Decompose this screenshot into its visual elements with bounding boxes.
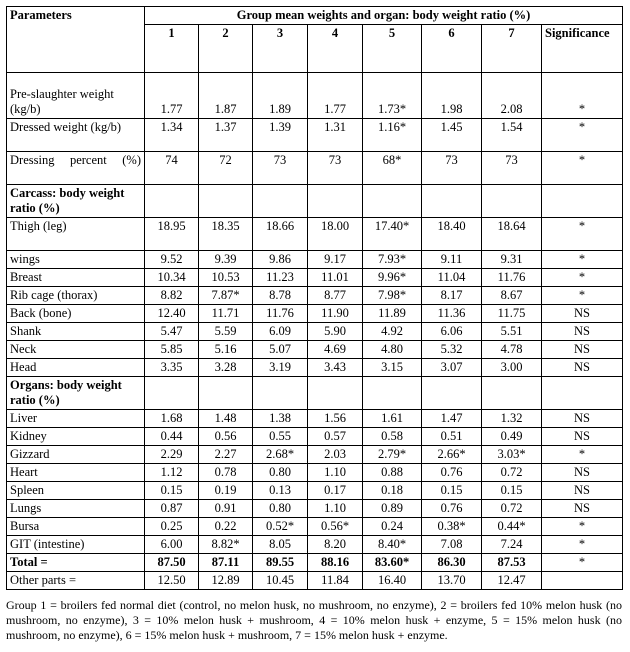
value-cell: 1.37: [199, 119, 253, 152]
value-cell: 8.05: [253, 536, 308, 554]
value-cell: 0.57: [308, 428, 363, 446]
table-row: [7, 554, 623, 572]
value-cell: 11.76: [482, 269, 542, 287]
table-body: [7, 73, 623, 590]
value-cell: 1.98: [422, 73, 482, 119]
significance-cell: *: [542, 536, 623, 554]
table-row: [7, 323, 623, 341]
value-cell: 11.71: [199, 305, 253, 323]
value-cell: 11.23: [253, 269, 308, 287]
group-col-header: 3: [253, 25, 308, 73]
significance-cell: *: [542, 218, 623, 251]
value-cell: 0.56*: [308, 518, 363, 536]
value-cell: 88.16: [308, 554, 363, 572]
value-cell: 0.76: [422, 464, 482, 482]
value-cell: 1.12: [145, 464, 199, 482]
significance-cell: [542, 572, 623, 590]
value-cell: 5.47: [145, 323, 199, 341]
value-cell: 1.61: [363, 410, 422, 428]
value-cell: 1.34: [145, 119, 199, 152]
value-cell: 18.40: [422, 218, 482, 251]
group-col-header: 5: [363, 25, 422, 73]
significance-cell: *: [542, 269, 623, 287]
value-cell: 0.91: [199, 500, 253, 518]
value-cell: 1.32: [482, 410, 542, 428]
value-cell: 1.31: [308, 119, 363, 152]
value-cell: 1.54: [482, 119, 542, 152]
table-row: [7, 446, 623, 464]
value-cell: 11.36: [422, 305, 482, 323]
value-cell: 11.76: [253, 305, 308, 323]
value-cell: 1.68: [145, 410, 199, 428]
value-cell: 86.30: [422, 554, 482, 572]
value-cell: 12.47: [482, 572, 542, 590]
table-row: [7, 251, 623, 269]
group-col-header: 7: [482, 25, 542, 73]
value-cell: 7.08: [422, 536, 482, 554]
row-label: Spleen: [7, 482, 145, 500]
value-cell: 11.75: [482, 305, 542, 323]
row-label: Gizzard: [7, 446, 145, 464]
row-label: Dressing percent (%): [7, 152, 145, 185]
parameters-header: Parameters: [7, 7, 145, 73]
table-header: [7, 7, 623, 73]
value-cell: 3.03*: [482, 446, 542, 464]
value-cell: 0.24: [363, 518, 422, 536]
row-label: Rib cage (thorax): [7, 287, 145, 305]
significance-header: Significance: [542, 25, 623, 73]
value-cell: 11.04: [422, 269, 482, 287]
row-label: Lungs: [7, 500, 145, 518]
significance-cell: *: [542, 119, 623, 152]
value-cell: 18.35: [199, 218, 253, 251]
value-cell: 0.17: [308, 482, 363, 500]
value-cell: 7.24: [482, 536, 542, 554]
value-cell: 0.13: [253, 482, 308, 500]
value-cell: 68*: [363, 152, 422, 185]
table-row: [7, 341, 623, 359]
value-cell: 5.90: [308, 323, 363, 341]
value-cell: 0.15: [482, 482, 542, 500]
data-table-container: [6, 6, 622, 590]
value-cell: 2.27: [199, 446, 253, 464]
value-cell: 18.64: [482, 218, 542, 251]
value-cell: [253, 185, 308, 218]
value-cell: 3.00: [482, 359, 542, 377]
row-label: Dressed weight (kg/b): [7, 119, 145, 152]
value-cell: 0.44*: [482, 518, 542, 536]
weights-table: [6, 6, 623, 590]
value-cell: 5.51: [482, 323, 542, 341]
value-cell: 2.08: [482, 73, 542, 119]
value-cell: 1.39: [253, 119, 308, 152]
value-cell: [422, 185, 482, 218]
value-cell: 3.35: [145, 359, 199, 377]
value-cell: 3.28: [199, 359, 253, 377]
value-cell: 7.93*: [363, 251, 422, 269]
value-cell: 12.89: [199, 572, 253, 590]
value-cell: 0.80: [253, 500, 308, 518]
significance-cell: *: [542, 73, 623, 119]
table-row: [7, 359, 623, 377]
value-cell: 0.38*: [422, 518, 482, 536]
value-cell: 6.09: [253, 323, 308, 341]
significance-cell: NS: [542, 359, 623, 377]
table-row: [7, 428, 623, 446]
value-cell: 9.52: [145, 251, 199, 269]
value-cell: 1.16*: [363, 119, 422, 152]
value-cell: 0.76: [422, 500, 482, 518]
value-cell: 8.77: [308, 287, 363, 305]
value-cell: [482, 377, 542, 410]
value-cell: [145, 185, 199, 218]
value-cell: 1.77: [145, 73, 199, 119]
value-cell: 9.31: [482, 251, 542, 269]
value-cell: 0.18: [363, 482, 422, 500]
row-label: Liver: [7, 410, 145, 428]
value-cell: 0.19: [199, 482, 253, 500]
section-row: [7, 185, 623, 218]
value-cell: 73: [482, 152, 542, 185]
table-row: [7, 269, 623, 287]
table-row: [7, 536, 623, 554]
section-row: [7, 377, 623, 410]
group-col-header: 4: [308, 25, 363, 73]
value-cell: 73: [422, 152, 482, 185]
value-cell: 9.17: [308, 251, 363, 269]
table-row: [7, 218, 623, 251]
value-cell: 1.38: [253, 410, 308, 428]
row-label: Bursa: [7, 518, 145, 536]
value-cell: 83.60*: [363, 554, 422, 572]
value-cell: 7.98*: [363, 287, 422, 305]
value-cell: 6.00: [145, 536, 199, 554]
table-row: [7, 119, 623, 152]
value-cell: 8.20: [308, 536, 363, 554]
row-label: wings: [7, 251, 145, 269]
value-cell: 12.40: [145, 305, 199, 323]
significance-cell: NS: [542, 428, 623, 446]
table-row: [7, 572, 623, 590]
value-cell: [199, 377, 253, 410]
value-cell: 8.78: [253, 287, 308, 305]
table-footnote: Group 1 = broilers fed normal diet (control, no melon husk, no mushroom, no enzyme), 2 = broilers fed 10% melon husk (no mushroom, no enzyme), 3 = 10% melon husk + mushroom, 4 = 10% melon husk + enzyme, 5 = 15% melon husk (no mushroom, no enzyme), 6 = 15% melon husk + mushroom, 7 = 15% melon husk + enzyme.: [6, 598, 622, 642]
value-cell: 0.49: [482, 428, 542, 446]
value-cell: 11.01: [308, 269, 363, 287]
row-label: Shank: [7, 323, 145, 341]
table-row: [7, 73, 623, 119]
value-cell: 9.11: [422, 251, 482, 269]
significance-cell: NS: [542, 341, 623, 359]
table-row: [7, 518, 623, 536]
significance-cell: *: [542, 446, 623, 464]
value-cell: [253, 377, 308, 410]
value-cell: 2.79*: [363, 446, 422, 464]
value-cell: 11.84: [308, 572, 363, 590]
significance-cell: [542, 377, 623, 410]
significance-cell: NS: [542, 482, 623, 500]
value-cell: 17.40*: [363, 218, 422, 251]
value-cell: 3.15: [363, 359, 422, 377]
value-cell: [145, 377, 199, 410]
value-cell: 9.39: [199, 251, 253, 269]
value-cell: 2.68*: [253, 446, 308, 464]
value-cell: 5.59: [199, 323, 253, 341]
value-cell: 2.03: [308, 446, 363, 464]
value-cell: 0.22: [199, 518, 253, 536]
value-cell: 8.17: [422, 287, 482, 305]
significance-cell: NS: [542, 410, 623, 428]
significance-cell: NS: [542, 464, 623, 482]
row-label: Pre-slaughter weight (kg/b): [7, 73, 145, 119]
value-cell: 1.47: [422, 410, 482, 428]
value-cell: 0.25: [145, 518, 199, 536]
value-cell: 0.52*: [253, 518, 308, 536]
value-cell: 0.51: [422, 428, 482, 446]
value-cell: 1.89: [253, 73, 308, 119]
value-cell: 0.87: [145, 500, 199, 518]
value-cell: 4.78: [482, 341, 542, 359]
table-row: [7, 482, 623, 500]
value-cell: 0.72: [482, 500, 542, 518]
value-cell: 87.11: [199, 554, 253, 572]
significance-cell: NS: [542, 305, 623, 323]
row-label: Breast: [7, 269, 145, 287]
value-cell: 3.19: [253, 359, 308, 377]
significance-cell: [542, 185, 623, 218]
section-label: Carcass: body weight ratio (%): [7, 185, 145, 218]
value-cell: 8.82: [145, 287, 199, 305]
table-row: [7, 410, 623, 428]
value-cell: 0.44: [145, 428, 199, 446]
group-header: Group mean weights and organ: body weight ratio (%): [145, 7, 623, 25]
value-cell: 1.45: [422, 119, 482, 152]
value-cell: 2.66*: [422, 446, 482, 464]
value-cell: 1.48: [199, 410, 253, 428]
value-cell: 0.15: [145, 482, 199, 500]
table-row: [7, 500, 623, 518]
value-cell: 4.92: [363, 323, 422, 341]
value-cell: 73: [253, 152, 308, 185]
table-row: [7, 152, 623, 185]
row-label: Back (bone): [7, 305, 145, 323]
row-label: Total =: [7, 554, 145, 572]
value-cell: [482, 185, 542, 218]
value-cell: 0.80: [253, 464, 308, 482]
value-cell: 89.55: [253, 554, 308, 572]
significance-cell: NS: [542, 500, 623, 518]
value-cell: 9.86: [253, 251, 308, 269]
value-cell: 10.34: [145, 269, 199, 287]
table-row: [7, 464, 623, 482]
value-cell: 3.07: [422, 359, 482, 377]
value-cell: 0.55: [253, 428, 308, 446]
value-cell: 4.69: [308, 341, 363, 359]
value-cell: [363, 185, 422, 218]
value-cell: 73: [308, 152, 363, 185]
value-cell: 3.43: [308, 359, 363, 377]
value-cell: 1.77: [308, 73, 363, 119]
value-cell: 13.70: [422, 572, 482, 590]
significance-cell: NS: [542, 323, 623, 341]
value-cell: 0.72: [482, 464, 542, 482]
value-cell: 7.87*: [199, 287, 253, 305]
value-cell: 11.89: [363, 305, 422, 323]
value-cell: [308, 377, 363, 410]
value-cell: 1.10: [308, 500, 363, 518]
value-cell: 11.90: [308, 305, 363, 323]
value-cell: 2.29: [145, 446, 199, 464]
value-cell: 8.67: [482, 287, 542, 305]
group-col-header: 6: [422, 25, 482, 73]
table-row: [7, 287, 623, 305]
value-cell: 12.50: [145, 572, 199, 590]
significance-cell: *: [542, 251, 623, 269]
significance-cell: *: [542, 518, 623, 536]
value-cell: 0.15: [422, 482, 482, 500]
value-cell: 5.32: [422, 341, 482, 359]
row-label: Other parts =: [7, 572, 145, 590]
table-row: [7, 305, 623, 323]
value-cell: [308, 185, 363, 218]
value-cell: 10.53: [199, 269, 253, 287]
value-cell: 5.07: [253, 341, 308, 359]
value-cell: 1.87: [199, 73, 253, 119]
value-cell: [422, 377, 482, 410]
value-cell: 1.56: [308, 410, 363, 428]
row-label: GIT (intestine): [7, 536, 145, 554]
value-cell: 6.06: [422, 323, 482, 341]
value-cell: 0.89: [363, 500, 422, 518]
value-cell: 0.78: [199, 464, 253, 482]
value-cell: 18.95: [145, 218, 199, 251]
value-cell: [363, 377, 422, 410]
significance-cell: *: [542, 554, 623, 572]
value-cell: 8.82*: [199, 536, 253, 554]
value-cell: 5.85: [145, 341, 199, 359]
value-cell: 18.66: [253, 218, 308, 251]
value-cell: 72: [199, 152, 253, 185]
value-cell: 74: [145, 152, 199, 185]
row-label: Neck: [7, 341, 145, 359]
section-label: Organs: body weight ratio (%): [7, 377, 145, 410]
value-cell: 87.50: [145, 554, 199, 572]
value-cell: 1.10: [308, 464, 363, 482]
value-cell: 0.58: [363, 428, 422, 446]
value-cell: 5.16: [199, 341, 253, 359]
value-cell: 16.40: [363, 572, 422, 590]
row-label: Kidney: [7, 428, 145, 446]
significance-cell: *: [542, 152, 623, 185]
group-col-header: 2: [199, 25, 253, 73]
row-label: Heart: [7, 464, 145, 482]
value-cell: 87.53: [482, 554, 542, 572]
value-cell: 18.00: [308, 218, 363, 251]
row-label: Head: [7, 359, 145, 377]
value-cell: 0.88: [363, 464, 422, 482]
significance-cell: *: [542, 287, 623, 305]
value-cell: 0.56: [199, 428, 253, 446]
row-label: Thigh (leg): [7, 218, 145, 251]
group-col-header: 1: [145, 25, 199, 73]
value-cell: [199, 185, 253, 218]
value-cell: 4.80: [363, 341, 422, 359]
value-cell: 9.96*: [363, 269, 422, 287]
value-cell: 10.45: [253, 572, 308, 590]
value-cell: 8.40*: [363, 536, 422, 554]
value-cell: 1.73*: [363, 73, 422, 119]
